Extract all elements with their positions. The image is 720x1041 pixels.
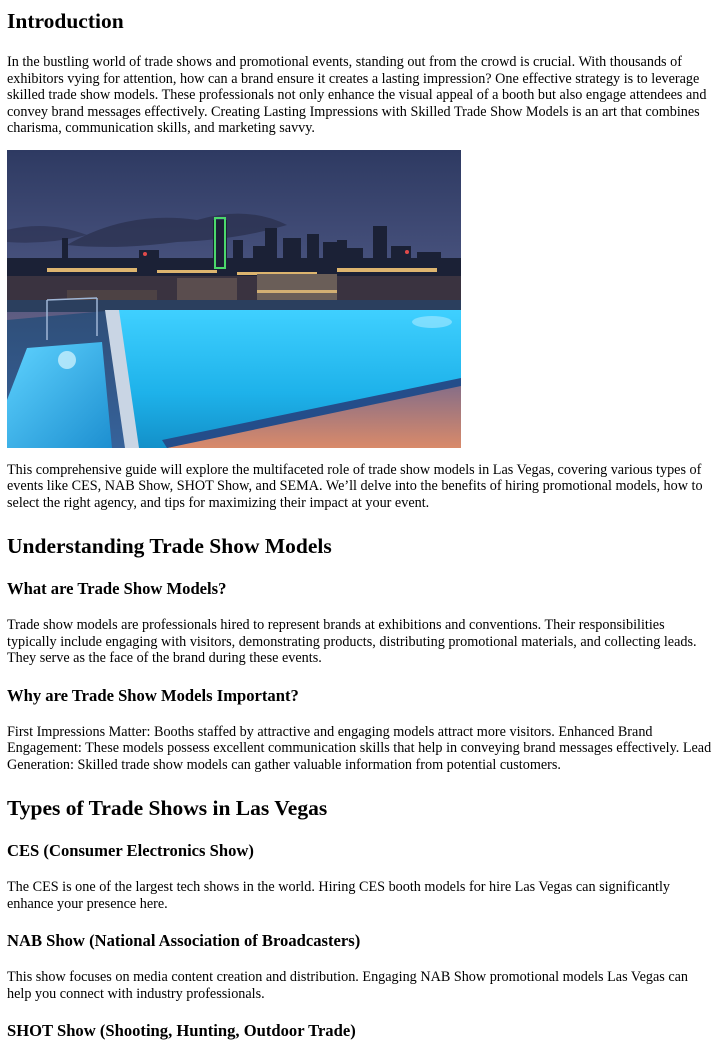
ces-paragraph: The CES is one of the largest tech shows in the world. Hiring CES booth models for hire Las Vegas can significantly enhance your presence here.	[7, 879, 671, 912]
why-important-heading: Why are Trade Show Models Important?	[7, 685, 299, 705]
types-heading: Types of Trade Shows in Las Vegas	[7, 796, 328, 820]
nab-paragraph: This show focuses on media content creation and distribution. Engaging NAB Show promotional models Las Vegas can help you connect with industry professionals.	[7, 969, 689, 1002]
what-are-models-paragraph: Trade show models are professionals hired to represent brands at exhibitions and conventions. Their responsibilities typically include engaging with visitors, demonstrating products, distributing promotional materials, and collecting leads. They serve as the face of the brand during these events.	[7, 617, 697, 666]
intro-heading: Introduction	[7, 9, 124, 33]
ces-heading: CES (Consumer Electronics Show)	[7, 841, 254, 860]
nab-heading: NAB Show (National Association of Broadcasters)	[7, 931, 361, 950]
rooftop-pool-skyline-image	[7, 150, 461, 448]
what-are-models-heading: What are Trade Show Models?	[7, 579, 227, 598]
intro-paragraph: In the bustling world of trade shows and promotional events, standing out from the crowd is crucial. With thousands of exhibitors vying for attention, how can a brand ensure it creates a lasting impression? One effective strategy is to leverage skilled trade show models. These professionals not only enhance the visual appeal of a booth but also engage attendees and convey brand messages effectively. Creating Lasting Impressions with Skilled Trade Show Models is an art that combines charisma, communication skills, and marketing savvy.	[7, 54, 707, 136]
shot-heading: SHOT Show (Shooting, Hunting, Outdoor Trade)	[7, 1021, 356, 1040]
understanding-heading: Understanding Trade Show Models	[7, 534, 332, 558]
guide-paragraph: This comprehensive guide will explore the multifaceted role of trade show models in Las Vegas, covering various types of events like CES, NAB Show, SHOT Show, and SEMA. We’ll delve into the benefits of hiring promotional models, how to select the right agency, and tips for maximizing their impact at your event.	[7, 461, 703, 511]
why-important-paragraph: First Impressions Matter: Booths staffed by attractive and engaging models attract more visitors. Enhanced Brand Engagement: These models possess excellent communication skills that help in conveying brand messages effectively. Lead Generation: Skilled trade show models can gather valuable information from potential customers.	[7, 723, 712, 773]
